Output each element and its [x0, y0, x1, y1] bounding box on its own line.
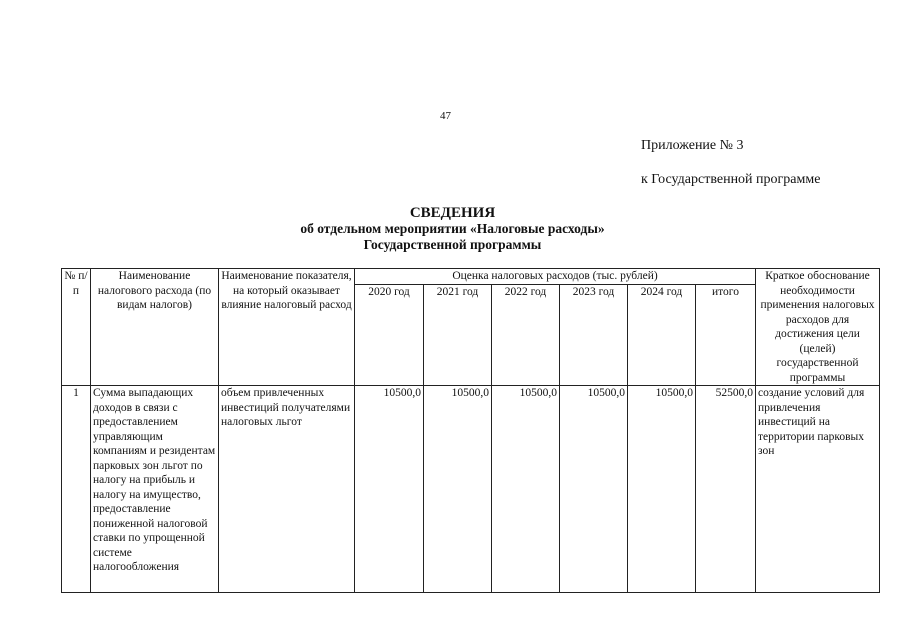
- row-value-total: 52500,0: [696, 386, 756, 593]
- tax-expenses-table: [61, 268, 880, 593]
- row-value-2020: 10500,0: [355, 386, 424, 593]
- header-justification: Краткое обоснование необходимости применения налоговых расходов для достижения цели (целей) государственной программы: [756, 269, 880, 386]
- row-value-2023: 10500,0: [560, 386, 628, 593]
- document-title: СВЕДЕНИЯ: [409, 205, 496, 221]
- row-tax-expense-name: Сумма выпадающих доходов в связи с предоставлением управляющим компаниям и резидентам парковых зон льгот по налогу на прибыль и налогу на имущество, предоставление пониженной налоговой ставки по упрощенной системе налогообложения: [91, 386, 219, 593]
- document-subtitle-1: об отдельном мероприятии «Налоговые расходы»: [300, 221, 605, 236]
- header-year-2024: 2024 год: [628, 284, 696, 385]
- row-indicator: объем привлеченных инвестиций получателями налоговых льгот: [219, 386, 355, 593]
- row-value-2024: 10500,0: [628, 386, 696, 593]
- document-subtitle-2: Государственной программы: [363, 237, 542, 252]
- title-block: [200, 205, 705, 253]
- table-row: [62, 386, 880, 593]
- header-estimate: Оценка налоговых расходов (тыс. рублей): [355, 269, 756, 285]
- header-year-2021: 2021 год: [424, 284, 492, 385]
- header-year-2022: 2022 год: [492, 284, 560, 385]
- page-number: 47: [440, 110, 451, 122]
- appendix-label: Приложение № 3: [641, 138, 744, 153]
- header-row-top: [62, 269, 880, 285]
- header-year-2023: 2023 год: [560, 284, 628, 385]
- header-indicator-name: Наименование показателя, на который оказывает влияние налоговый расход: [219, 269, 355, 386]
- header-total: итого: [696, 284, 756, 385]
- header-num: № п/п: [62, 269, 91, 386]
- row-value-2021: 10500,0: [424, 386, 492, 593]
- header-tax-expense-name: Наименование налогового расхода (по видам налогов): [91, 269, 219, 386]
- row-justification: создание условий для привлечения инвестиций на территории парковых зон: [756, 386, 880, 593]
- row-value-2022: 10500,0: [492, 386, 560, 593]
- row-num: 1: [62, 386, 91, 593]
- appendix-to-label: к Государственной программе: [641, 172, 821, 187]
- header-year-2020: 2020 год: [355, 284, 424, 385]
